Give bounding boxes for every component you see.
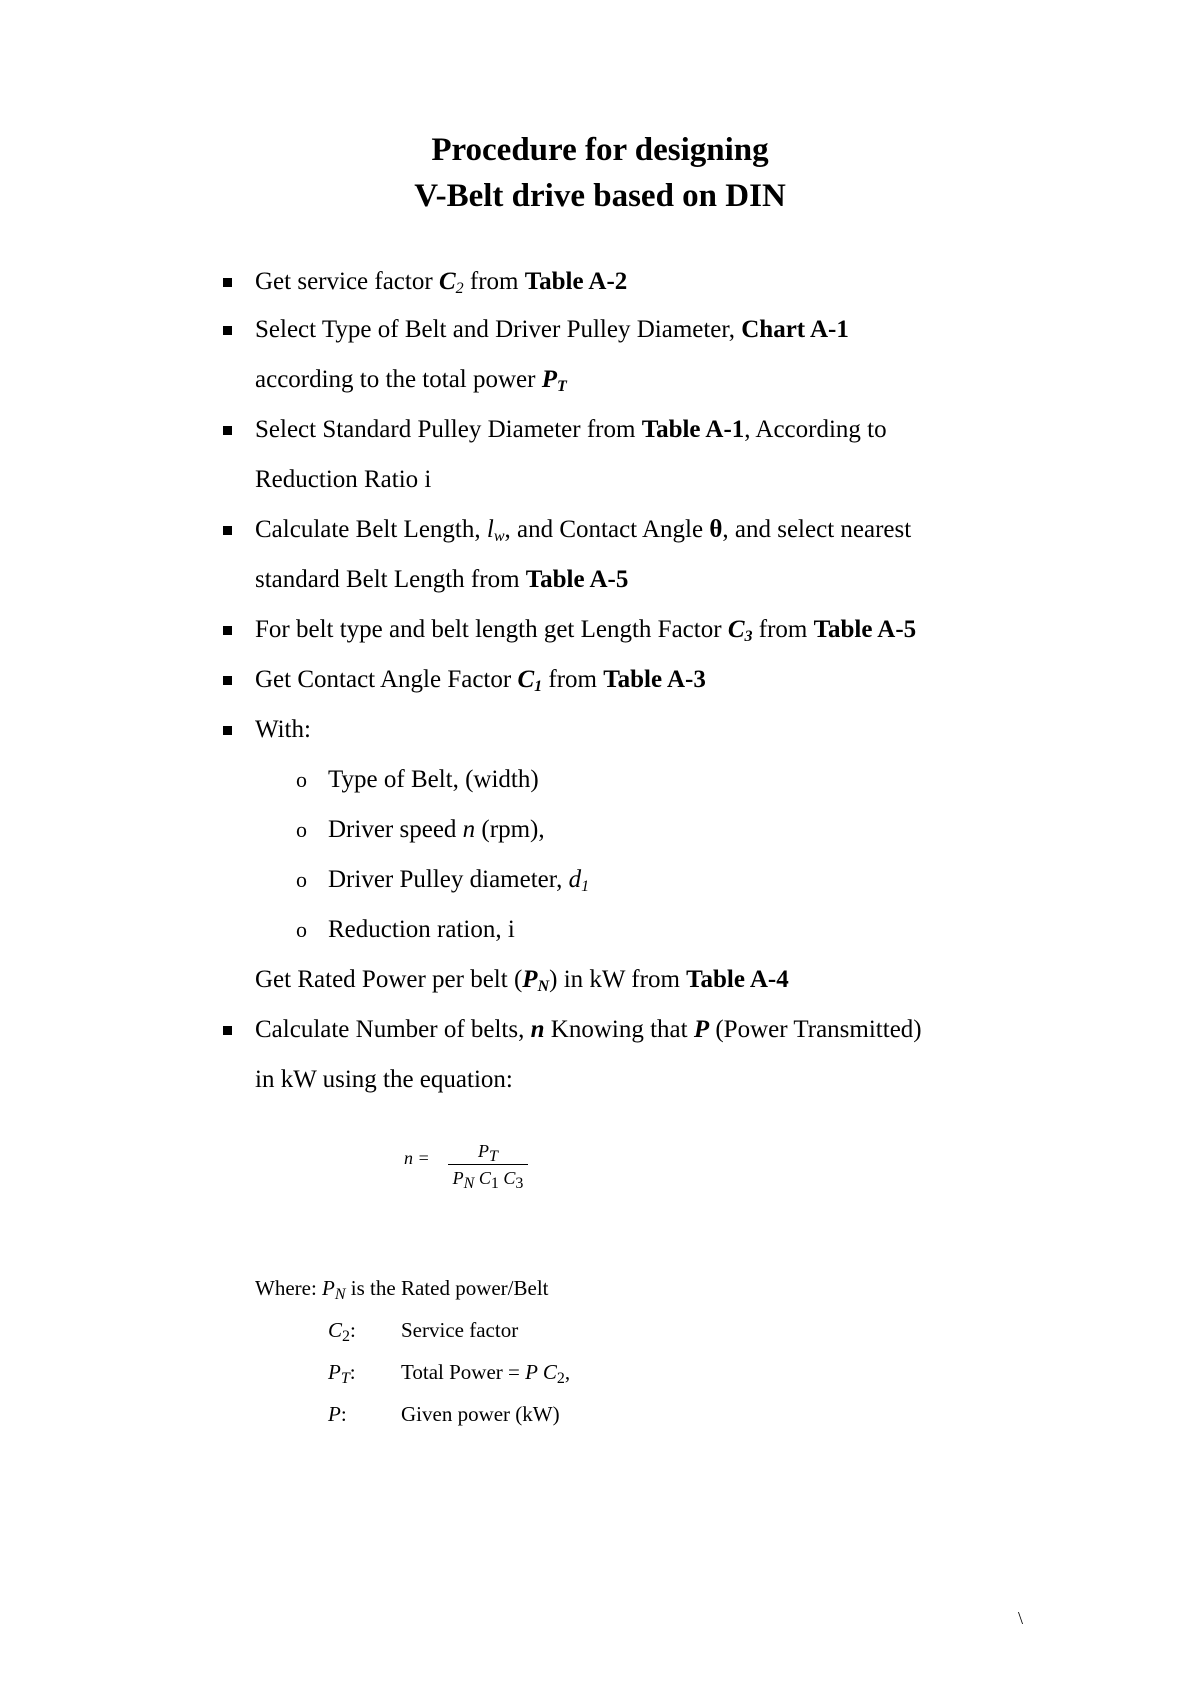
bullet-square-icon: [223, 326, 232, 335]
where-c2-symbol: $C_2$:: [328, 1318, 356, 1345]
step-length-factor: For belt type and belt length get Length Factor $C_3$ from Table A-5: [255, 616, 917, 645]
with-item-reduction-ratio: Reduction ration, i: [328, 916, 515, 943]
step-standard-pulley-cont: Reduction Ratio i: [255, 466, 432, 493]
step-select-belt-type-cont: according to the total power $P_T$: [255, 366, 567, 395]
bullet-square-icon: [223, 726, 232, 735]
bullet-square-icon: [223, 626, 232, 635]
bullet-square-icon: [223, 426, 232, 435]
page-number: \: [1018, 1608, 1024, 1628]
step-contact-angle-factor: Get Contact Angle Factor $C_1$ from Table A-3: [255, 666, 706, 695]
equation-fraction: [448, 1140, 528, 1192]
bullet-square-icon: [223, 676, 232, 685]
equation-lhs: n =: [404, 1148, 430, 1168]
where-pt-symbol: $P_T$:: [328, 1360, 356, 1387]
bullet-circle-icon: o: [296, 817, 307, 842]
with-item-driver-speed: Driver speed n (rpm),: [328, 816, 545, 843]
step-number-of-belts-cont: in kW using the equation:: [255, 1066, 513, 1093]
where-p-symbol: P:: [328, 1402, 347, 1426]
with-item-belt-type: Type of Belt, (width): [328, 766, 539, 793]
step-rated-power: Get Rated Power per belt $(P_N)$ in kW from Table A-4: [255, 966, 789, 995]
equation-numerator: $P_T$: [478, 1141, 498, 1165]
step-belt-length-cont: standard Belt Length from Table A-5: [255, 566, 629, 593]
where-c2-text: Service factor: [401, 1318, 519, 1342]
bullet-square-icon: [223, 526, 232, 535]
fraction-bar: [448, 1164, 528, 1165]
document-title-line-2: V-Belt drive based on DIN: [414, 178, 786, 214]
bullet-circle-icon: o: [296, 767, 307, 792]
step-select-belt-type: Select Type of Belt and Driver Pulley Diameter, Chart A-1: [255, 316, 849, 343]
bullet-square-icon: [223, 1026, 232, 1035]
step-with: With:: [255, 716, 311, 743]
document-title-line-1: Procedure for designing: [431, 132, 769, 168]
with-item-pulley-diameter: Driver Pulley diameter, $d_1$: [328, 866, 590, 895]
equation-denominator: $P_N$ $C_1$ $C_3$: [452, 1168, 524, 1192]
bullet-circle-icon: o: [296, 917, 307, 942]
step-number-of-belts: Calculate Number of belts, n Knowing that P (Power Transmitted): [255, 1016, 922, 1043]
where-rated-power: Where: $P_N$ is the Rated power/Belt: [255, 1276, 549, 1303]
bullet-circle-icon: o: [296, 867, 307, 892]
step-standard-pulley: Select Standard Pulley Diameter from Table A-1, According to: [255, 416, 887, 443]
step-belt-length: Calculate Belt Length, $l_w$, and Contact Angle θ, and select nearest: [255, 516, 912, 545]
where-pt-text: Total Power = P $C_2$,: [401, 1360, 571, 1387]
where-p-text: Given power (kW): [401, 1402, 560, 1426]
step-service-factor: Get service factor $C_2$ from Table A-2: [255, 268, 628, 297]
bullet-square-icon: [223, 278, 232, 287]
